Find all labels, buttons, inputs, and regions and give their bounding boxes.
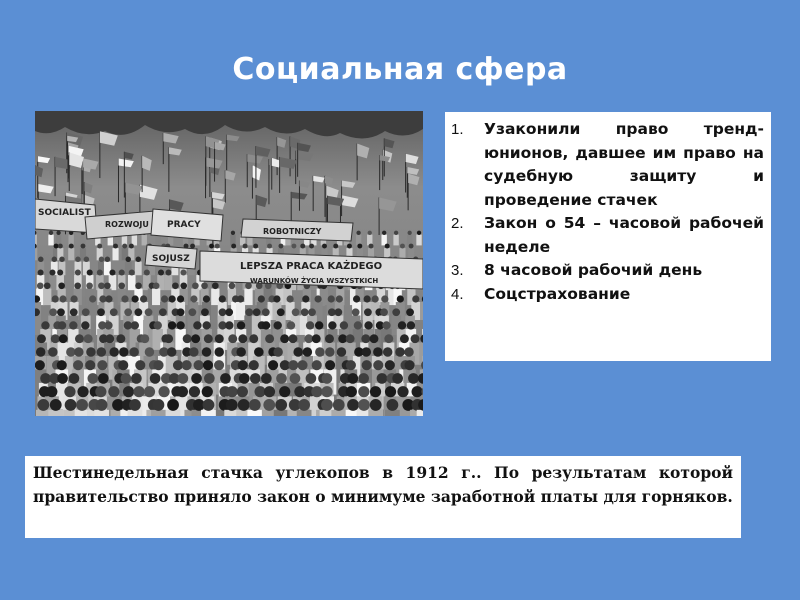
reforms-list-box (445, 112, 771, 361)
banner-sojusz (145, 245, 197, 269)
list-item-number: 1. (451, 121, 464, 138)
reforms-list (451, 118, 764, 306)
demonstration-photo (35, 111, 423, 416)
banner-text-lepsza: LEPSZA PRACA KAŻDEGO (240, 261, 383, 272)
list-item (451, 259, 764, 283)
caption-text: Шестинедельная стачка углекопов в 1912 г.. По результатам которой правительство приняло закон о минимуме заработной платы для горняков. (33, 463, 733, 506)
list-item (451, 118, 764, 212)
list-item (451, 212, 764, 259)
list-item-number: 2. (451, 215, 464, 232)
banner-text-robotniczy: ROBOTNICZY (263, 227, 322, 236)
list-item-number: 4. (451, 285, 464, 303)
slide-title: Социальная сфера (232, 52, 568, 87)
list-item-text: 8 часовой рабочий день (484, 261, 703, 279)
banner-pracy (151, 209, 223, 241)
list-item-text: Узаконили право тренд-юнионов, давшее им право на судебную защиту и проведение стачек (484, 120, 764, 209)
crowd-demonstration-photo-icon (35, 111, 423, 416)
caption-box (25, 456, 741, 538)
banner-text-sojusz: SOJUSZ (152, 254, 190, 264)
list-item (451, 283, 764, 307)
banner-robotniczy (241, 219, 353, 241)
banner-text-socialist: SOCIALIST (38, 208, 91, 218)
list-item-text: Закон о 54 – часовой рабочей неделе (484, 214, 764, 256)
banner-text-pracy: PRACY (167, 220, 201, 230)
banner-text-rozwoju: ROZWOJU (105, 220, 149, 229)
banner-text-warunkow: WARUNKÓW ŻYCIA WSZYSTKICH (250, 277, 379, 285)
list-item-text: Соцстрахование (484, 284, 631, 303)
list-item-number: 3. (451, 262, 464, 279)
